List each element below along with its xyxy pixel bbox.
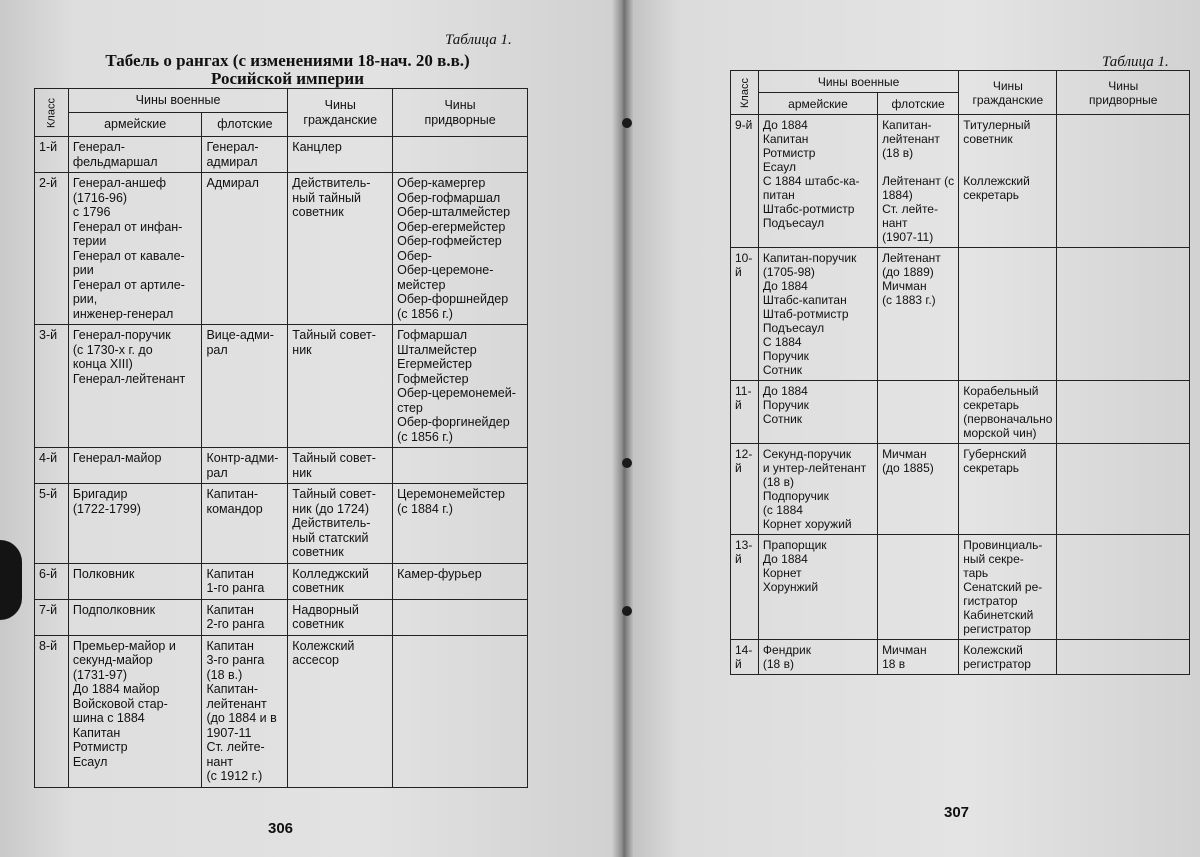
table-row [35,448,528,484]
rank-table-right [730,70,1190,675]
rank-rows-left [35,137,528,788]
cell-civil: Колледжский советник [288,563,393,599]
cell-court [1057,115,1190,248]
cell-navy: Генерал- адмирал [202,137,288,173]
cell-court [393,635,528,787]
cell-navy: Мичман (до 1885) [878,444,959,535]
header-navy: флотские [878,93,959,115]
cell-navy: Контр-адми- рал [202,448,288,484]
table-row [731,381,1190,444]
cell-navy: Капитан- командор [202,484,288,564]
book-spine [612,0,634,857]
header-military: Чины военные [758,71,958,93]
cell-civil: Колежский ассесор [288,635,393,787]
cell-court [1057,444,1190,535]
table-row [731,115,1190,248]
cell-cls: 7-й [35,599,69,635]
cell-army: Секунд-поручик и унтер-лейтенант (18 в) Подпоручик (с 1884 Корнет хоружий [758,444,877,535]
table-row [35,484,528,564]
cell-army: До 1884 Капитан Ротмистр Есаул С 1884 штабс-ка- питан Штабс-ротмистр Подъесаул [758,115,877,248]
cell-navy: Адмирал [202,173,288,325]
cell-civil: Титулерный советник Коллежский секретарь [959,115,1057,248]
title-line-2: Росийской империи [210,69,365,88]
cell-navy: Мичман 18 в [878,640,959,675]
cell-army: Генерал-аншеф (1716-96) с 1796 Генерал от инфан- терии Генерал от кавале- рии Генерал от артиле- рии, инженер-генерал [68,173,202,325]
header-court: Чины придворные [393,89,528,137]
cell-civil: Тайный совет- ник (до 1724) Действитель- ный статский советник [288,484,393,564]
cell-cls: 3-й [35,325,69,448]
cell-army: Прапорщик До 1884 Корнет Хорунжий [758,535,877,640]
cell-navy: Капитан 2-го ранга [202,599,288,635]
cell-army: Генерал-поручик (с 1730-х г. до конца XIII) Генерал-лейтенант [68,325,202,448]
binding-hole [622,606,632,616]
header-army: армейские [758,93,877,115]
cell-cls: 13-й [731,535,759,640]
header-civil: Чины гражданские [959,71,1057,115]
cell-court [1057,381,1190,444]
cell-civil: Тайный совет- ник [288,325,393,448]
header-army: армейские [68,113,202,137]
cell-civil: Канцлер [288,137,393,173]
cell-navy: Капитан 1-го ранга [202,563,288,599]
header-class: Класс [731,71,759,115]
cell-civil: Надворный советник [288,599,393,635]
cell-court: Церемонемейстер (с 1884 г.) [393,484,528,564]
cell-court [1057,248,1190,381]
binding-hole [622,118,632,128]
cell-civil: Колежский регистратор [959,640,1057,675]
cell-court [393,599,528,635]
header-civil: Чины гражданские [288,89,393,137]
cell-navy: Капитан- лейтенант (18 в) Лейтенант (с 1884) Ст. лейте- нант (1907-11) [878,115,959,248]
cell-civil: Провинциаль- ный секре- тарь Сенатский ре- гистратор Кабинетский регистратор [959,535,1057,640]
cell-cls: 5-й [35,484,69,564]
cell-army: Премьер-майор и секунд-майор (1731-97) До 1884 майор Войсковой стар- шина с 1884 Капитан Ротмистр Есаул [68,635,202,787]
cell-civil: Тайный совет- ник [288,448,393,484]
header-court: Чины придворные [1057,71,1190,115]
cell-army: Генерал- фельдмаршал [68,137,202,173]
cell-court: Обер-камергер Обер-гофмаршал Обер-шталмейстер Обер-егермейстер Обер-гофмейстер Обер- Обер-церемоне- мейстер Обер-форшнейдер (с 1856 г.) [393,173,528,325]
cell-army: Генерал-майор [68,448,202,484]
cell-cls: 11-й [731,381,759,444]
table-row [731,535,1190,640]
table-row [35,599,528,635]
page-number-right: 307 [944,804,970,821]
cell-army: До 1884 Поручик Сотник [758,381,877,444]
cell-court [1057,640,1190,675]
table-row [35,563,528,599]
page-number-left: 306 [268,820,294,837]
cell-cls: 2-й [35,173,69,325]
cell-cls: 6-й [35,563,69,599]
cell-cls: 10-й [731,248,759,381]
cell-cls: 12-й [731,444,759,535]
cell-army: Капитан-поручик (1705-98) До 1884 Штабс-капитан Штаб-ротмистр Подъесаул С 1884 Поручик Сотник [758,248,877,381]
cell-navy: Лейтенант (до 1889) Мичман (с 1883 г.) [878,248,959,381]
header-class: Класс [35,89,69,137]
header-military: Чины военные [68,89,287,113]
cell-army: Подполковник [68,599,202,635]
table-row [35,173,528,325]
table-row [35,635,528,787]
cell-civil [959,248,1057,381]
cell-civil: Действитель- ный тайный советник [288,173,393,325]
cell-army: Бригадир (1722-1799) [68,484,202,564]
cell-navy [878,535,959,640]
cell-court [1057,535,1190,640]
cell-cls: 9-й [731,115,759,248]
cell-court: Гофмаршал Шталмейстер Егермейстер Гофмейстер Обер-церемонемей- стер Обер-форгинейдер (с 1856 г.) [393,325,528,448]
binding-hole [622,458,632,468]
cell-court [393,448,528,484]
table-row [731,444,1190,535]
table-row [35,325,528,448]
cell-navy: Вице-адми- рал [202,325,288,448]
cell-cls: 14-й [731,640,759,675]
cell-cls: 4-й [35,448,69,484]
cell-civil: Губернский секретарь [959,444,1057,535]
table-row [731,248,1190,381]
cell-court [393,137,528,173]
table-label-right: Таблица 1. [1102,54,1169,70]
page-shadow [0,540,22,620]
header-navy: флотские [202,113,288,137]
cell-navy [878,381,959,444]
cell-cls: 1-й [35,137,69,173]
table-row [35,137,528,173]
title-line-1: Табель о рангах (с изменениями 18-нач. 20 в.в.) [105,51,470,70]
rank-rows-right [731,115,1190,675]
page-title [40,52,535,88]
cell-army: Полковник [68,563,202,599]
cell-cls: 8-й [35,635,69,787]
cell-army: Фендрик (18 в) [758,640,877,675]
table-row [731,640,1190,675]
rank-table-left [34,88,528,788]
cell-civil: Корабельный секретарь (первоначально морской чин) [959,381,1057,444]
cell-court: Камер-фурьер [393,563,528,599]
table-label-left: Таблица 1. [445,32,512,48]
cell-navy: Капитан 3-го ранга (18 в.) Капитан- лейтенант (до 1884 и в 1907-11 Ст. лейте- нант (с 1912 г.) [202,635,288,787]
